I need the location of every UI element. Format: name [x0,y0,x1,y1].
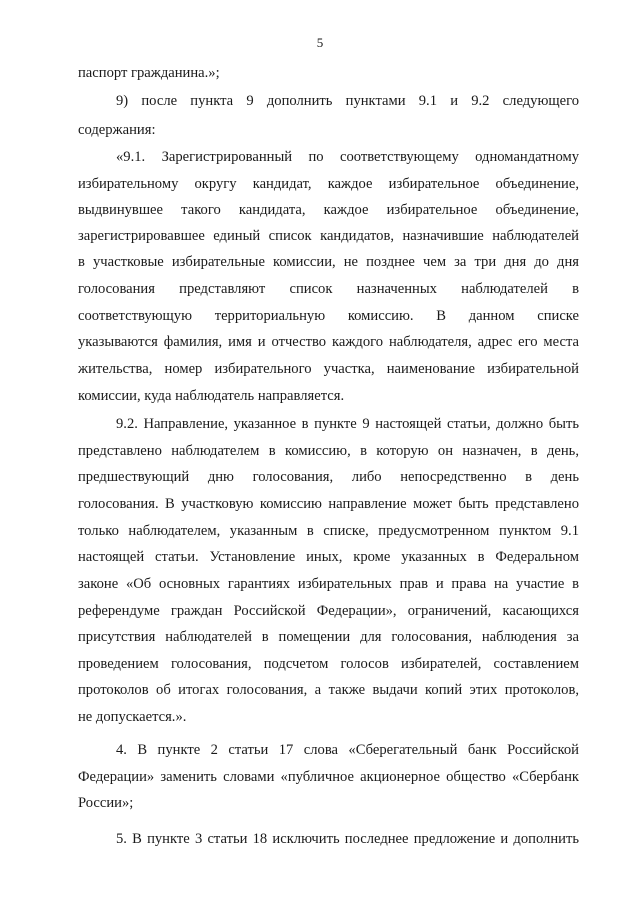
text-line: голосования представляют список назначенных наблюдателей в [78,281,579,297]
text-line: представлено наблюдателем в комиссию, в которую он назначен, в день, [78,443,579,459]
text-line: настоящей статьи. Установление иных, кроме указанных в Федеральном [78,549,579,565]
text-line: указываются фамилия, имя и отчество каждого наблюдателя, адрес его места [78,334,579,350]
text-line: «9.1. Зарегистрированный по соответствующему одномандатному [116,149,579,165]
text-line: голосования. В участковую комиссию направление может быть представлено [78,496,579,512]
text-line: протоколов об итогах голосования, а также выдачи копий этих протоколов, [78,682,579,698]
text-line: жительства, номер избирательного участка, наименование избирательной [78,361,579,377]
text-line: 9) после пункта 9 дополнить пунктами 9.1 и 9.2 следующего [116,93,579,109]
page-number: 5 [316,35,324,50]
text-line: паспорт гражданина.»; [78,65,220,81]
text-line: предшествующий дню голосования, либо непосредственно в день [78,469,579,485]
text-line: выдвинувшее такого кандидата, каждое избирательное объединение, [78,202,579,218]
text-line: комиссии, куда наблюдатель направляется. [78,388,345,404]
text-line: присутствия наблюдателей в помещении для голосования, наблюдения за [78,629,579,645]
text-line: 9.2. Направление, указанное в пункте 9 настоящей статьи, должно быть [116,416,579,432]
text-line: соответствующую территориальную комиссию. В данном списке [78,308,579,324]
text-line: избирательному округу кандидат, каждое избирательное объединение, [78,176,579,192]
text-line: содержания: [78,122,156,138]
text-line: России»; [78,795,134,811]
text-line: референдуме граждан Российской Федерации», ограничений, касающихся [78,603,579,619]
text-line: Федерации» заменить словами «публичное акционерное общество «Сбербанк [78,769,579,785]
text-line: законе «Об основных гарантиях избирательных прав и права на участие в [78,576,579,592]
text-line: только наблюдателем, указанным в списке, предусмотренном пунктом 9.1 [78,523,579,539]
text-line: зарегистрировавшее единый список кандидатов, назначившие наблюдателей [78,228,579,244]
text-line: 5. В пункте 3 статьи 18 исключить последнее предложение и дополнить [116,831,579,847]
text-line: проведением голосования, подсчетом голосов избирателей, составлением [78,656,579,672]
text-line: 4. В пункте 2 статьи 17 слова «Сберегательный банк Российской [116,742,579,758]
text-line: в участковые избирательные комиссии, не позднее чем за три дня до дня [78,254,579,270]
text-line: не допускается.». [78,709,187,725]
